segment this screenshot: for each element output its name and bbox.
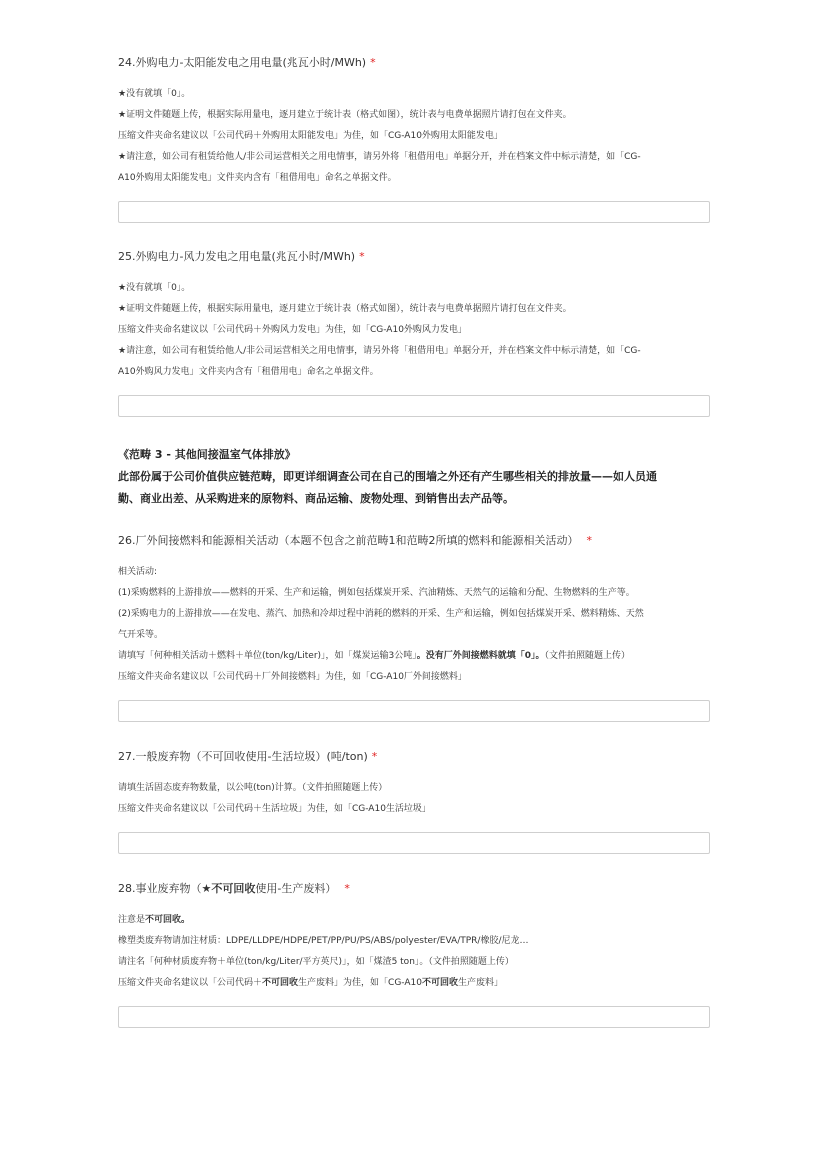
description-line: (2)采购电力的上游排放——在发电、蒸汽、加热和冷却过程中消耗的燃料的开采、生产和运输，例如包括煤炭开采、燃料精炼、天然 (118, 609, 644, 619)
description-line: 压缩文件夹命名建议以「公司代码＋外购风力发电」为佳，如「CG-A10外购风力发电」 (118, 325, 467, 335)
description-line: A10外购风力发电」文件夹内含有「租借用电」命名之单据文件。 (118, 367, 379, 377)
description-line: 请填写「何种相关活动＋燃料＋单位(ton/kg/Liter)」，如「煤炭运输3公吨」。没有厂外间接燃料就填「0」。（文件拍照随题上传） (118, 651, 631, 661)
question-25 (118, 250, 710, 417)
description-line: 橡塑类废弃物请加注材质：LDPE/LLDPE/HDPE/PET/PP/PU/PS/ABS/polyester/EVA/TPR/橡胶/尼龙… (118, 936, 529, 946)
required-asterisk: * (371, 750, 378, 763)
answer-input-28[interactable] (118, 1006, 710, 1028)
description-line: 压缩文件夹命名建议以「公司代码＋外购用太阳能发电」为佳，如「CG-A10外购用太阳能发电」 (118, 131, 503, 141)
description-line: 请注名「何种材质废弃物＋单位(ton/kg/Liter/平方英尺)」，如「煤渣5 ton」。（文件拍照随题上传） (118, 957, 514, 967)
description-line: 相关活动: (118, 567, 158, 577)
required-asterisk: * (586, 534, 592, 547)
description-line: ★请注意，如公司有租赁给他人/非公司运营相关之用电情事，请另外将「租借用电」单据分开，并在档案文件中标示清楚，如「CG- (118, 346, 641, 356)
description-line: ★请注意，如公司有租赁给他人/非公司运营相关之用电情事，请另外将「租借用电」单据分开，并在档案文件中标示清楚，如「CG- (118, 152, 641, 162)
answer-input-26[interactable] (118, 700, 710, 722)
question-24 (118, 56, 710, 223)
description-line: A10外购用太阳能发电」文件夹内含有「租借用电」命名之单据文件。 (118, 173, 397, 183)
question-title: 24.外购电力-太阳能发电之用电量(兆瓦小时/MWh) * (118, 56, 376, 69)
question-title: 27.一般废弃物（不可回收使用-生活垃圾）(吨/ton) * (118, 750, 378, 763)
description-line: ★证明文件随题上传，根据实际用量电，逐月建立于统计表（格式如图），统计表与电费单据照片请打包在文件夹。 (118, 110, 572, 120)
section-title: 《范畴 3 - 其他间接温室气体排放》 (118, 448, 296, 461)
question-27 (118, 750, 710, 854)
section-description: 此部份属于公司价值供应链范畴，即更详细调查公司在自己的围墙之外还有产生哪些相关的排放量——如人员通 (118, 470, 657, 483)
question-28 (118, 882, 710, 1028)
description-line: 压缩文件夹命名建议以「公司代码＋不可回收生产废料」为佳，如「CG-A10不可回收生产废料」 (118, 978, 503, 988)
description-line: 注意是不可回收。 (118, 915, 191, 925)
question-description (118, 562, 710, 688)
question-description (118, 278, 710, 383)
answer-input-25[interactable] (118, 395, 710, 417)
question-description (118, 84, 710, 189)
required-asterisk: * (359, 250, 365, 263)
answer-input-27[interactable] (118, 832, 710, 854)
description-line: ★没有就填「0」。 (118, 89, 191, 99)
description-line: 气开采等。 (118, 630, 164, 640)
required-asterisk: * (344, 882, 350, 895)
description-line: 压缩文件夹命名建议以「公司代码＋厂外间接燃料」为佳，如「CG-A10厂外间接燃料」 (118, 672, 467, 682)
description-line: ★证明文件随题上传，根据实际用量电，逐月建立于统计表（格式如图），统计表与电费单据照片请打包在文件夹。 (118, 304, 572, 314)
section-scope-3 (118, 444, 710, 510)
question-title: 26.厂外间接燃料和能源相关活动（本题不包含之前范畴1和范畴2所填的燃料和能源相关活动） * (118, 534, 592, 547)
section-description: 勤、商业出差、从采购进来的原物料、商品运输、废物处理、到销售出去产品等。 (118, 492, 514, 505)
description-line: 压缩文件夹命名建议以「公司代码＋生活垃圾」为佳，如「CG-A10生活垃圾」 (118, 804, 431, 814)
description-line: ★没有就填「0」。 (118, 283, 191, 293)
description-line: 请填生活固态废弃物数量，以公吨(ton)计算。（文件拍照随题上传） (118, 783, 388, 793)
question-26 (118, 534, 710, 722)
description-line: (1)采购燃料的上游排放——燃料的开采、生产和运输，例如包括煤炭开采、汽油精炼、天然气的运输和分配、生物燃料的生产等。 (118, 588, 635, 598)
question-description (118, 778, 710, 820)
answer-input-24[interactable] (118, 201, 710, 223)
required-asterisk: * (370, 56, 376, 69)
question-title: 28.事业废弃物（★不可回收使用-生产废料） * (118, 882, 350, 895)
question-title: 25.外购电力-风力发电之用电量(兆瓦小时/MWh) * (118, 250, 365, 263)
question-description (118, 910, 710, 994)
